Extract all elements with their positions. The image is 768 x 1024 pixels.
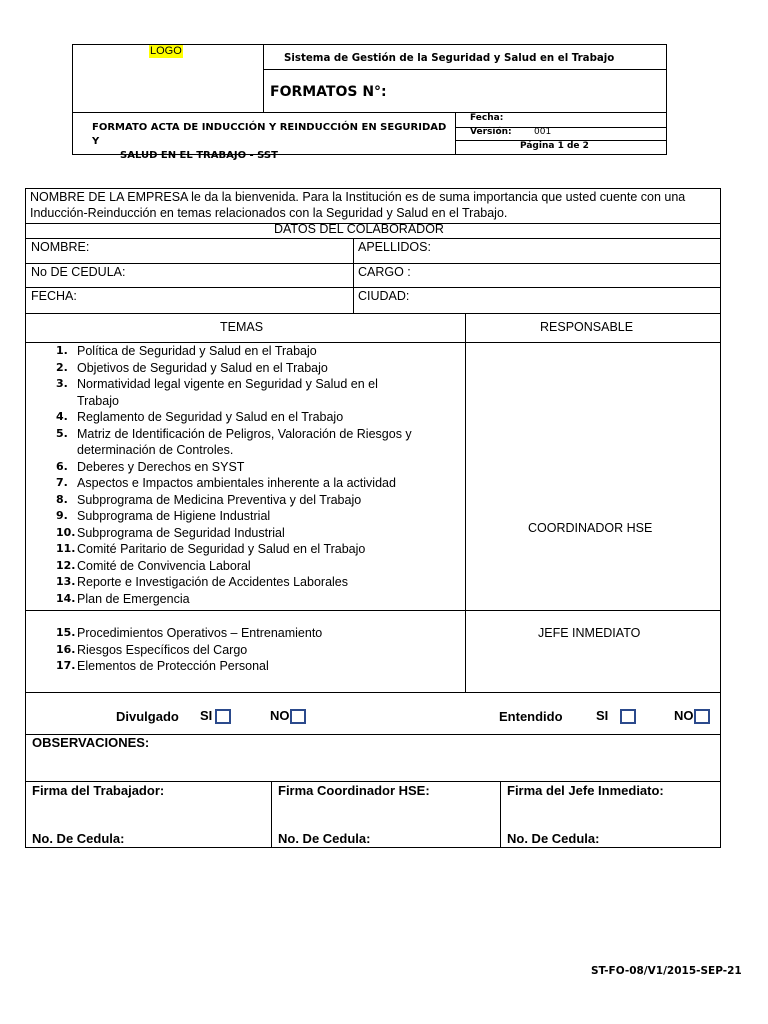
entendido-si-checkbox[interactable]: [620, 709, 636, 724]
collaborator-section-title: DATOS DEL COLABORADOR: [274, 222, 444, 236]
document-code: ST-FO-08/V1/2015-SEP-21: [591, 965, 742, 977]
topic-number: 14.: [56, 591, 76, 605]
topic-item: [26, 525, 464, 542]
topic-item-continuation: [26, 393, 464, 410]
header-divider: [455, 112, 456, 155]
no-label: NO: [270, 708, 290, 723]
topic-number: 6.: [56, 459, 68, 473]
topic-item: [26, 426, 464, 443]
responsable-header: RESPONSABLE: [540, 320, 634, 334]
fecha-field[interactable]: FECHA:: [31, 289, 77, 303]
topic-item: [26, 541, 464, 558]
entendido-no[interactable]: [674, 708, 710, 724]
topic-number: 17.: [56, 659, 76, 672]
form-title-line1: FORMATO ACTA DE INDUCCIÓN Y REINDUCCIÓN EN SEGURIDAD Y: [92, 122, 447, 147]
divulgado-label: Divulgado: [116, 709, 179, 724]
responsable-coordinador: COORDINADOR HSE: [528, 521, 653, 535]
form-title-line2: SALUD EN EL TRABAJO - SST: [120, 150, 278, 161]
si-label: SI: [596, 708, 609, 723]
system-title: Sistema de Gestión de la Seguridad y Salud en el Trabajo: [284, 51, 615, 64]
topic-text: Reglamento de Seguridad y Salud en el Trabajo: [77, 410, 344, 424]
entendido-label: Entendido: [499, 709, 563, 724]
topic-number: 1.: [56, 344, 68, 357]
topic-item: [26, 360, 464, 377]
topic-number: 4.: [56, 410, 68, 423]
topic-number: 2.: [56, 360, 68, 374]
divulgado-no[interactable]: [270, 708, 306, 724]
cedula-field[interactable]: No DE CEDULA:: [31, 265, 126, 279]
topic-text-continuation: determinación de Controles.: [77, 443, 234, 457]
observaciones-label[interactable]: OBSERVACIONES:: [32, 735, 150, 750]
topic-text: Plan de Emergencia: [77, 591, 190, 606]
topic-item: [26, 459, 464, 476]
header-divider: [263, 69, 667, 70]
divulgado-si[interactable]: [200, 708, 231, 724]
version-value: 001: [534, 127, 552, 137]
cedula-jefe[interactable]: No. De Cedula:: [507, 831, 600, 846]
topic-text: Deberes y Derechos en SYST: [77, 459, 245, 474]
ciudad-field[interactable]: CIUDAD:: [358, 289, 410, 303]
topic-number: 9.: [56, 509, 68, 522]
apellidos-field[interactable]: APELLIDOS:: [358, 240, 431, 254]
logo-placeholder: LOGO: [150, 45, 182, 57]
topic-text: Subprograma de Medicina Preventiva y del Trabajo: [77, 492, 362, 507]
topic-number: 5.: [56, 426, 68, 440]
topic-text: Matriz de Identificación de Peligros, Valoración de Riesgos y: [77, 426, 412, 441]
topic-number: 13.: [56, 575, 76, 588]
topics-list-group2: [26, 625, 464, 675]
topic-item: [26, 558, 464, 575]
welcome-text: NOMBRE DE LA EMPRESA le da la bienvenida. Para la Institución es de suma importancia que usted cuente con una Inducción-Reinducción en temas relacionados con la Seguridad y Salud en el Trabajo.: [30, 190, 686, 220]
version-label: Versión:: [470, 127, 512, 137]
page-indicator: Página 1 de 2: [520, 141, 589, 151]
topic-number: 16.: [56, 642, 76, 656]
fecha-header-label: Fecha:: [470, 113, 504, 123]
topic-text: Objetivos de Seguridad y Salud en el Trabajo: [77, 360, 328, 375]
topic-text: Riesgos Específicos del Cargo: [77, 642, 248, 657]
topic-item: [26, 475, 464, 492]
topic-text: Elementos de Protección Personal: [77, 659, 269, 673]
topic-text: Comité de Convivencia Laboral: [77, 558, 251, 573]
topic-number: 7.: [56, 476, 68, 489]
cargo-field[interactable]: CARGO :: [358, 265, 411, 279]
topic-text-continuation: Trabajo: [77, 393, 119, 408]
divulgado-si-checkbox[interactable]: [215, 709, 231, 724]
topic-number: 15.: [56, 626, 76, 639]
si-label: SI: [200, 708, 213, 723]
topic-item: [26, 658, 464, 675]
firma-coordinador[interactable]: Firma Coordinador HSE:: [278, 783, 430, 798]
topic-text: Aspectos e Impactos ambientales inherente a la actividad: [77, 476, 396, 490]
no-label: NO: [674, 708, 694, 723]
formatos-number-label: FORMATOS N°:: [270, 84, 387, 100]
header-divider: [73, 112, 667, 113]
induction-form: [25, 188, 721, 848]
topic-item: [26, 625, 464, 642]
nombre-field[interactable]: NOMBRE:: [31, 240, 90, 254]
topic-number: 11.: [56, 542, 76, 555]
topic-text: Normatividad legal vigente en Seguridad y Salud en el: [77, 377, 378, 391]
topic-number: 8.: [56, 492, 68, 506]
form-title: [77, 121, 455, 163]
topic-item-continuation: [26, 442, 464, 459]
topic-text: Política de Seguridad y Salud en el Trabajo: [77, 344, 317, 358]
topic-text: Subprograma de Higiene Industrial: [77, 509, 271, 523]
topic-text: Procedimientos Operativos – Entrenamiento: [77, 626, 323, 640]
responsable-jefe: JEFE INMEDIATO: [538, 626, 641, 640]
topic-item: [26, 574, 464, 591]
topic-item: [26, 591, 464, 608]
divulgado-no-checkbox[interactable]: [290, 709, 306, 724]
topic-text: Reporte e Investigación de Accidentes Laborales: [77, 575, 349, 589]
cedula-trabajador[interactable]: No. De Cedula:: [32, 831, 125, 846]
entendido-si[interactable]: [596, 708, 636, 724]
firma-jefe[interactable]: Firma del Jefe Inmediato:: [507, 783, 664, 798]
topic-number: 3.: [56, 377, 68, 390]
temas-header: TEMAS: [220, 320, 264, 334]
topic-item: [26, 376, 464, 393]
topic-item: [26, 492, 464, 509]
topic-item: [26, 642, 464, 659]
topic-number: 12.: [56, 558, 76, 572]
entendido-no-checkbox[interactable]: [694, 709, 710, 724]
topic-text: Subprograma de Seguridad Industrial: [77, 525, 285, 540]
topic-item: [26, 409, 464, 426]
firma-trabajador[interactable]: Firma del Trabajador:: [32, 783, 165, 798]
document-header: [72, 44, 667, 161]
topic-number: 10.: [56, 525, 76, 539]
cedula-coordinador[interactable]: No. De Cedula:: [278, 831, 371, 846]
topic-item: [26, 343, 464, 360]
topics-list-group1: [26, 343, 464, 607]
header-divider: [263, 45, 264, 112]
topic-text: Comité Paritario de Seguridad y Salud en el Trabajo: [77, 542, 366, 556]
topic-item: [26, 508, 464, 525]
